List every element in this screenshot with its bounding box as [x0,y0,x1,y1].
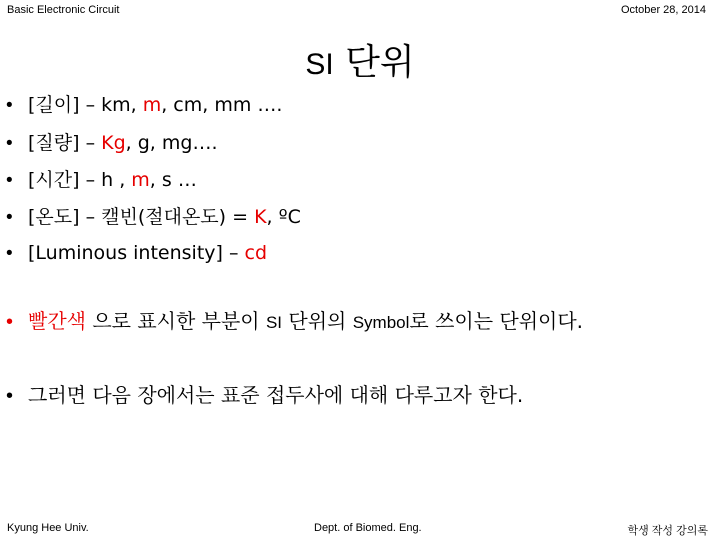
list-item [6,130,217,157]
bullet-dot: • [6,133,13,154]
title-main: 단위 [345,42,415,83]
item-text: [시간] – h , [28,169,132,191]
list-item [6,240,267,267]
note-text: 로 쓰이는 단위이다. [409,309,584,333]
note-red-word: 빨간색 [28,309,86,333]
item-text: [Luminous intensity] – [28,242,245,264]
item-text: , ºC [266,206,301,228]
note-text: 단위의 [282,309,353,333]
bullet-dot: • [6,170,13,191]
bullet-dot: • [6,95,13,116]
bullet-dot: • [6,385,14,407]
bullet-dot: • [6,207,13,228]
item-text: , s … [149,169,197,191]
title-prefix: SI [305,48,334,81]
bullet-dot: • [6,311,14,333]
item-text: [질량] – [28,132,102,154]
item-text: , cm, mm …. [161,94,283,116]
bullet-dot: • [6,243,13,264]
header-course-title: Basic Electronic Circuit [7,4,120,16]
note-symbol: Symbol [352,313,410,332]
note-text: 으로 표시한 부분이 [85,309,266,333]
footer-note: 학생 작성 강의록 [627,525,708,537]
si-symbol: m [142,94,162,116]
note-si: SI [265,313,283,332]
note-text: 그러면 다음 장에서는 표준 접두사에 대해 다루고자 한다. [28,383,524,407]
item-text: [길이] – km, [28,94,143,116]
list-item [6,204,301,231]
note-highlight [6,308,583,336]
item-text: , g, mg…. [125,132,218,154]
footer-department: Dept. of Biomed. Eng. [314,522,422,534]
slide-title [0,34,720,85]
list-item [6,167,197,194]
note-next [6,382,523,409]
item-text: [온도] – 캘빈(절대온도) = [28,206,255,228]
si-symbol: Kg [101,132,126,154]
si-symbol: K [254,206,267,228]
list-item [6,92,282,119]
header-date: October 28, 2014 [620,4,706,16]
si-symbol: m [131,169,150,191]
footer-university: Kyung Hee Univ. [7,522,89,534]
si-symbol: cd [244,242,268,264]
